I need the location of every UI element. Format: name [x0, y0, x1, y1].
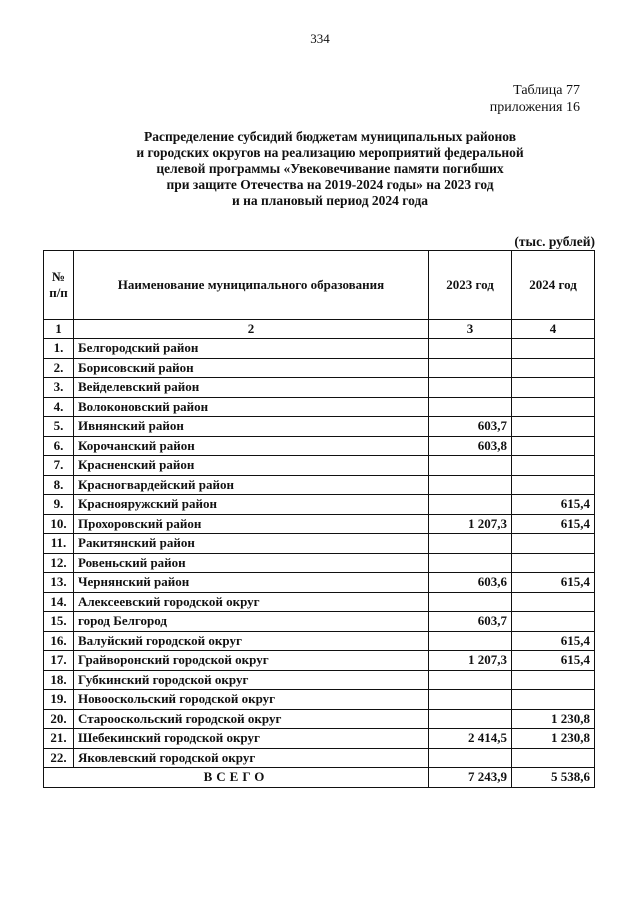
page-number: 334 [310, 31, 330, 46]
row-value-2023 [429, 534, 512, 554]
header-no-line2: п/п [49, 285, 68, 300]
row-value-2024: 615,4 [512, 514, 595, 534]
row-value-2023 [429, 748, 512, 768]
row-value-2024 [512, 534, 595, 554]
row-name: Красногвардейский район [74, 475, 429, 495]
row-name: Ракитянский район [74, 534, 429, 554]
row-name: город Белгород [74, 612, 429, 632]
table-row [44, 417, 595, 437]
row-value-2023 [429, 378, 512, 398]
row-value-2024 [512, 670, 595, 690]
row-name: Ровеньский район [74, 553, 429, 573]
row-number: 16. [44, 631, 74, 651]
table-row [44, 495, 595, 515]
title-line2: и городских округов на реализацию мероприятий федеральной [136, 145, 524, 160]
row-value-2024 [512, 378, 595, 398]
row-value-2023: 1 207,3 [429, 514, 512, 534]
row-value-2023: 603,8 [429, 436, 512, 456]
row-name: Яковлевский городской округ [74, 748, 429, 768]
row-value-2024: 615,4 [512, 573, 595, 593]
table-row [44, 358, 595, 378]
row-value-2023 [429, 456, 512, 476]
table-row [44, 553, 595, 573]
row-name: Вейделевский район [74, 378, 429, 398]
row-name: Ивнянский район [74, 417, 429, 437]
header-2023: 2023 год [429, 251, 512, 320]
total-value-2023: 7 243,9 [429, 768, 512, 788]
title-line4: при защите Отечества на 2019-2024 годы» на 2023 год [166, 177, 494, 192]
row-name: Краснояружский район [74, 495, 429, 515]
table-row [44, 436, 595, 456]
row-number: 17. [44, 651, 74, 671]
table-row [44, 475, 595, 495]
row-value-2023: 603,7 [429, 612, 512, 632]
row-name: Новооскольский городской округ [74, 690, 429, 710]
row-name: Валуйский городской округ [74, 631, 429, 651]
row-value-2023 [429, 495, 512, 515]
row-value-2024: 615,4 [512, 631, 595, 651]
header-name: Наименование муниципального образования [74, 251, 429, 320]
column-number: 3 [429, 320, 512, 339]
row-value-2024 [512, 612, 595, 632]
row-value-2023 [429, 397, 512, 417]
table-row [44, 729, 595, 749]
row-value-2023 [429, 339, 512, 359]
row-value-2024: 615,4 [512, 495, 595, 515]
table-row [44, 631, 595, 651]
row-name: Красненский район [74, 456, 429, 476]
row-value-2023: 1 207,3 [429, 651, 512, 671]
row-value-2024 [512, 417, 595, 437]
row-value-2023 [429, 670, 512, 690]
row-number: 10. [44, 514, 74, 534]
row-number: 3. [44, 378, 74, 398]
table-row [44, 709, 595, 729]
row-value-2024 [512, 592, 595, 612]
row-name: Прохоровский район [74, 514, 429, 534]
row-value-2024 [512, 339, 595, 359]
row-number: 4. [44, 397, 74, 417]
row-number: 1. [44, 339, 74, 359]
row-number: 12. [44, 553, 74, 573]
row-value-2023 [429, 358, 512, 378]
row-number: 22. [44, 748, 74, 768]
row-name: Грайворонский городской округ [74, 651, 429, 671]
table-row [44, 690, 595, 710]
row-number: 7. [44, 456, 74, 476]
row-value-2024: 1 230,8 [512, 709, 595, 729]
row-value-2023: 603,6 [429, 573, 512, 593]
row-value-2024: 615,4 [512, 651, 595, 671]
header-2024: 2024 год [512, 251, 595, 320]
table-row [44, 378, 595, 398]
row-number: 6. [44, 436, 74, 456]
row-number: 21. [44, 729, 74, 749]
row-value-2024 [512, 456, 595, 476]
total-value-2024: 5 538,6 [512, 768, 595, 788]
row-value-2023: 2 414,5 [429, 729, 512, 749]
row-number: 13. [44, 573, 74, 593]
row-name: Старооскольский городской округ [74, 709, 429, 729]
row-value-2024 [512, 397, 595, 417]
table-row [44, 456, 595, 476]
row-number: 5. [44, 417, 74, 437]
row-value-2024 [512, 748, 595, 768]
table-header-row [44, 251, 595, 320]
row-value-2024 [512, 690, 595, 710]
row-number: 8. [44, 475, 74, 495]
row-value-2023 [429, 592, 512, 612]
row-number: 2. [44, 358, 74, 378]
column-number-row [44, 320, 595, 339]
title-line5: и на плановый период 2024 года [231, 193, 429, 208]
row-number: 9. [44, 495, 74, 515]
column-number: 1 [44, 320, 74, 339]
table-row [44, 612, 595, 632]
table-row [44, 339, 595, 359]
row-number: 19. [44, 690, 74, 710]
table-row [44, 397, 595, 417]
table-row [44, 514, 595, 534]
row-value-2023 [429, 475, 512, 495]
row-name: Корочанский район [74, 436, 429, 456]
row-name: Волоконовский район [74, 397, 429, 417]
units-label: (тыс. рублей) [514, 234, 595, 249]
row-value-2024 [512, 436, 595, 456]
table-reference [490, 82, 580, 116]
title-line3: целевой программы «Увековечивание памяти погибших [156, 161, 504, 176]
subsidies-table [43, 250, 595, 788]
table-row [44, 670, 595, 690]
row-name: Белгородский район [74, 339, 429, 359]
row-value-2023 [429, 553, 512, 573]
row-number: 14. [44, 592, 74, 612]
table-row [44, 651, 595, 671]
row-value-2024 [512, 553, 595, 573]
title-line1: Распределение субсидий бюджетам муниципальных районов [143, 129, 517, 144]
row-value-2024 [512, 358, 595, 378]
header-no [44, 251, 74, 320]
total-row [44, 768, 595, 788]
row-value-2023 [429, 709, 512, 729]
table-row [44, 748, 595, 768]
table-row [44, 573, 595, 593]
row-name: Алексеевский городской округ [74, 592, 429, 612]
row-number: 18. [44, 670, 74, 690]
row-name: Чернянский район [74, 573, 429, 593]
column-number: 2 [74, 320, 429, 339]
row-number: 20. [44, 709, 74, 729]
row-number: 15. [44, 612, 74, 632]
header-no-line1: № [51, 269, 66, 284]
row-name: Шебекинский городской округ [74, 729, 429, 749]
table-row [44, 534, 595, 554]
row-value-2024 [512, 475, 595, 495]
row-value-2023 [429, 631, 512, 651]
row-value-2024: 1 230,8 [512, 729, 595, 749]
table-row [44, 592, 595, 612]
table-reference-line1: Таблица 77 [513, 83, 580, 98]
column-number: 4 [512, 320, 595, 339]
row-number: 11. [44, 534, 74, 554]
row-value-2023 [429, 690, 512, 710]
row-value-2023: 603,7 [429, 417, 512, 437]
table-reference-line2: приложения 16 [489, 100, 580, 115]
total-label: ВСЕГО [44, 768, 429, 788]
document-title [90, 129, 570, 209]
row-name: Борисовский район [74, 358, 429, 378]
row-name: Губкинский городской округ [74, 670, 429, 690]
